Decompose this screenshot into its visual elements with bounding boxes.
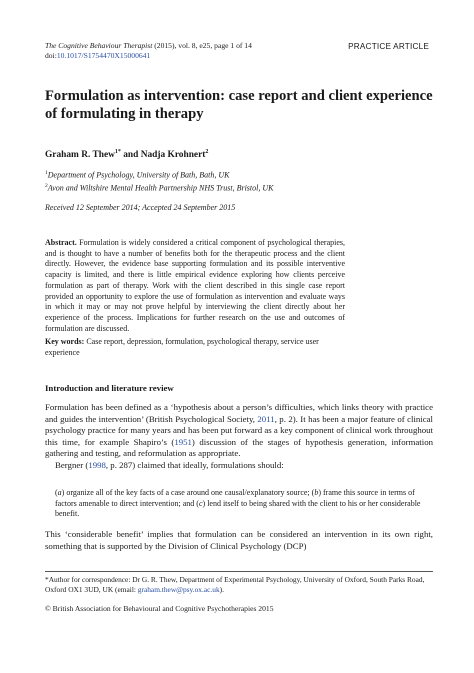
footnote-text: Author for correspondence: Dr G. R. Thew, Department of Experimental Psychology, University of Oxford, South Parks Road, Oxford OX1 3UD, UK (email: [45,575,425,594]
citation-link-2011[interactable]: 2011 [257,413,275,424]
affiliation-1-mark: 1 [45,170,48,176]
email-link[interactable]: graham.thew@psy.ox.ac.uk [137,585,220,594]
keywords [45,337,345,358]
citation-link-1951[interactable]: 1951 [174,436,192,447]
quote-a-text: organize all of the key facts of a case around one causal/explanatory source; [64,488,312,497]
affiliations [45,168,273,193]
section-tag: PRACTICE ARTICLE [348,42,429,51]
quote-c-marker: c [198,498,203,508]
paragraph-2 [45,460,433,472]
footnote-end: ). [219,585,224,594]
keywords-label: Key words: [45,337,85,346]
keywords-text: Case report, depression, formulation, psychological therapy, service user experience [45,337,319,357]
journal-citation: (2015), vol. 8, e25, page 1 of 14 [152,41,252,50]
author-1: Graham R. Thew [45,150,115,161]
affiliation-2-text: Avon and Wiltshire Mental Health Partnership NHS Trust, Bristol, UK [47,183,274,193]
author-1-mark: 1* [114,149,121,155]
affiliation-2 [45,181,273,194]
footnote-mark: * [45,575,49,584]
author-line [45,149,208,160]
paragraph-1-text-a: Formulation has been defined as a ‘hypothesis about a person’s difficulties, which links theory with practice and guides the intervention’ (British Psychological Society, [45,402,433,424]
quote-c-text: lend itself to being shared with the client to his or her considerable benefit. [55,498,421,519]
abstract-label: Abstract. [45,238,77,247]
body-paragraphs [45,402,433,471]
received-dates: Received 12 September 2014; Accepted 24 September 2015 [45,203,236,212]
affiliation-1 [45,168,273,181]
affiliation-1-text: Department of Psychology, University of Bath, Bath, UK [47,170,230,180]
paragraph-2-text-b: , p. 287) claimed that ideally, formulations should: [105,459,284,470]
citation-link-1998[interactable]: 1998 [88,459,106,470]
paragraph-1-text-b: , p. 2). It has been a major feature of clinical psychology practice for many years and has been put forward as a key component of clinical work throughout this time, for example Shapiro’s ( [45,413,433,447]
journal-name: The Cognitive Behaviour Therapist [45,41,153,50]
quote-b-text: frame this source in terms of factors amenable to direct intervention; and [55,488,415,508]
quote-b-marker: b [314,488,319,497]
article-title: Formulation as intervention: case report and client experience of formulating in therapy [45,88,433,122]
quote-a-marker: a [57,488,62,497]
paragraph-2-text-a: Bergner ( [55,459,89,470]
copyright-line: © British Association for Behavioural and Cognitive Psychotherapies 2015 [45,604,274,613]
paragraph-3: This ‘considerable benefit’ implies that formulation can be considered an intervention in its own right, something that is supported by the Division of Clinical Psychology (DCP) [45,529,433,551]
footnote-divider [45,571,433,572]
correspondence-footnote [45,575,433,595]
abstract-text: Formulation is widely considered a critical component of psychological therapies, and is thought to have a number of benefits both for the therapeutic process and the client directly. However, the evidence base supporting formulation and its possible interventive capacity is limited, and there is little empirical evidence exploring how clients perceive formulation as part of therapy. Work with the client described in this single case report provided an opportunity to explore the use of formulation as intervention and evaluate ways in which it may or may not prove helpful by interviewing the client directly about her experience of the process. Implications for further research on the use and outcomes of formulation are discussed. [45,238,345,333]
paragraph-1-text-c: ) discussion of the stages of hypothesis generation, information gathering and testing, and reformulation as appropriate. [45,436,433,458]
doi-link[interactable]: 10.1017/S1754470X15000641 [56,51,151,60]
author-2: Nadja Krohnert [140,150,206,161]
author-conjunction: and [120,150,141,161]
affiliation-2-mark: 2 [45,182,48,189]
abstract [45,238,345,334]
paragraph-1 [45,402,433,460]
block-quote: (a) organize all of the key facts of a case around one causal/explanatory source; (b) frame this source in terms of factors amenable to direct intervention; and (c) lend itself to being shared with the client to his or her considerable benefit. [55,488,421,519]
doi-label: doi: [45,51,57,60]
journal-header [45,41,252,61]
section-heading: Introduction and literature review [45,383,174,393]
author-2-mark: 2 [205,149,209,155]
